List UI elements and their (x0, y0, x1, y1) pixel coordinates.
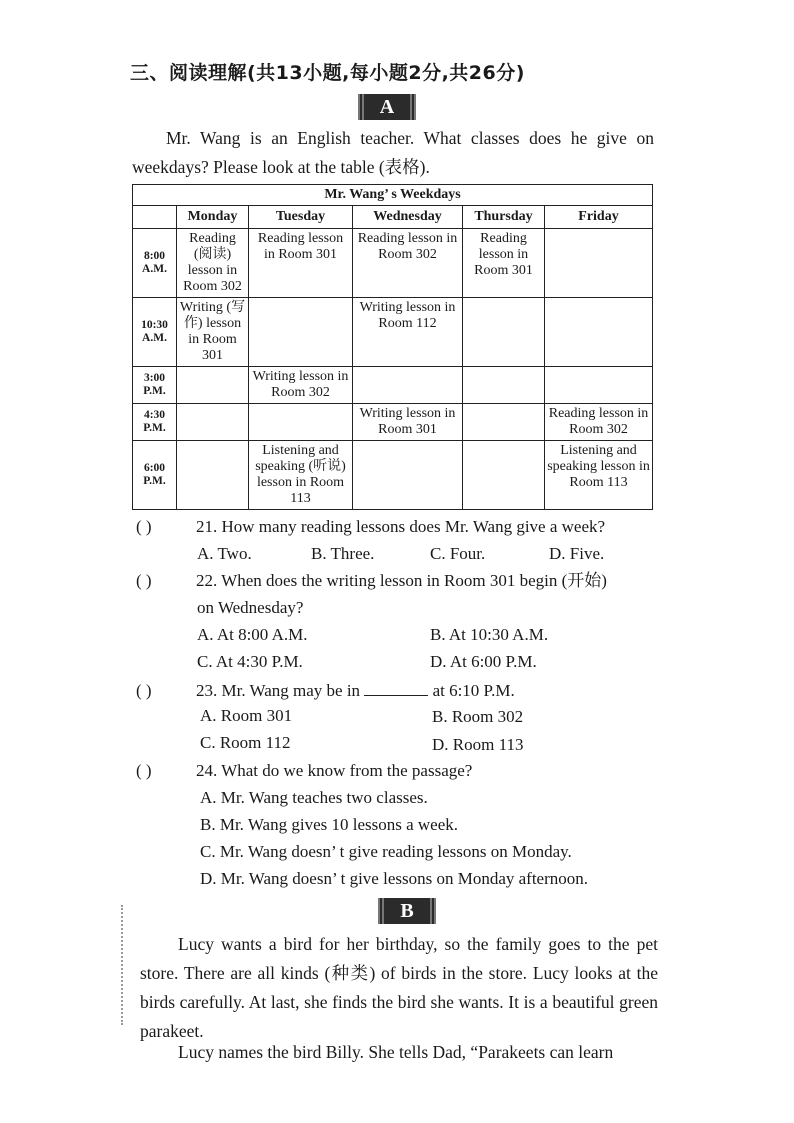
question-number: 22. (196, 571, 218, 590)
schedule-cell (249, 298, 353, 367)
time-cell: 4:30 P.M. (133, 404, 177, 441)
option: D. At 6:00 P.M. (430, 652, 537, 671)
schedule-cell: Reading lesson in Room 302 (353, 229, 463, 298)
option: D. Five. (549, 544, 605, 563)
answer-bracket[interactable]: ( ) (136, 571, 152, 590)
time-cell: 6:00 P.M. (133, 441, 177, 510)
option: A. Mr. Wang teaches two classes. (200, 788, 428, 807)
question-24 (136, 760, 472, 782)
schedule-cell (177, 367, 249, 404)
day-header: Friday (545, 206, 653, 229)
question-text: How many reading lessons does Mr. Wang give a week? (221, 517, 606, 536)
schedule-cell: Reading (阅读) lesson in Room 302 (177, 229, 249, 298)
binding-margin-dots (121, 905, 125, 1025)
schedule-cell (545, 298, 653, 367)
passage-b-badge: B (378, 898, 436, 924)
schedule-cell (249, 404, 353, 441)
option: C. At 4:30 P.M. (197, 652, 303, 671)
section-heading: 三、阅读理解(共13小题,每小题2分,共26分) (130, 62, 525, 84)
schedule-cell (463, 298, 545, 367)
schedule-cell (545, 367, 653, 404)
option: C. Mr. Wang doesn’ t give reading lessons on Monday. (200, 842, 572, 861)
passage-a-badge: A (358, 94, 416, 120)
option: C. Room 112 (200, 733, 291, 752)
schedule-cell (177, 404, 249, 441)
option: B. Three. (311, 544, 375, 563)
option: C. Four. (430, 544, 486, 563)
option: B. At 10:30 A.M. (430, 625, 549, 644)
option: B. Mr. Wang gives 10 lessons a week. (200, 815, 459, 834)
schedule-cell (463, 367, 545, 404)
question-23 (136, 679, 515, 702)
time-cell: 3:00 P.M. (133, 367, 177, 404)
schedule-cell: Listening and speaking lesson in Room 113 (545, 441, 653, 510)
question-text: at 6:10 P.M. (432, 681, 515, 700)
schedule-cell: Listening and speaking (听说) lesson in Room 113 (249, 441, 353, 510)
schedule-cell (353, 367, 463, 404)
schedule-cell (463, 441, 545, 510)
option: A. Two. (197, 544, 252, 563)
question-text: Mr. Wang may be in (221, 681, 361, 700)
table-title: Mr. Wang’ s Weekdays (133, 185, 653, 206)
day-header: Monday (177, 206, 249, 229)
passage-b-paragraph-2: Lucy names the bird Billy. She tells Dad, “Parakeets can learn (178, 1042, 614, 1062)
option: D. Mr. Wang doesn’ t give lessons on Monday afternoon. (200, 869, 589, 888)
schedule-cell: Reading lesson in Room 302 (545, 404, 653, 441)
corner-cell (133, 206, 177, 229)
option: B. Room 302 (432, 707, 524, 726)
schedule-cell (545, 229, 653, 298)
answer-bracket[interactable]: ( ) (136, 681, 152, 700)
question-number: 23. (196, 681, 218, 700)
schedule-cell: Writing lesson in Room 302 (249, 367, 353, 404)
day-header: Wednesday (353, 206, 463, 229)
schedule-cell: Reading lesson in Room 301 (249, 229, 353, 298)
question-text: What do we know from the passage? (221, 761, 473, 780)
schedule-table (132, 184, 653, 510)
schedule-cell (177, 441, 249, 510)
time-cell: 10:30 A.M. (133, 298, 177, 367)
answer-bracket[interactable]: ( ) (136, 517, 152, 536)
schedule-cell (353, 441, 463, 510)
time-cell: 8:00 A.M. (133, 229, 177, 298)
question-number: 21. (196, 517, 218, 536)
answer-bracket[interactable]: ( ) (136, 761, 152, 780)
schedule-cell: Reading lesson in Room 301 (463, 229, 545, 298)
question-text: When does the writing lesson in Room 301 begin (开始) (221, 571, 607, 590)
question-22 (136, 570, 607, 592)
schedule-cell: Writing lesson in Room 112 (353, 298, 463, 367)
question-text-continued: on Wednesday? (197, 598, 304, 617)
option: D. Room 113 (432, 735, 524, 754)
option: A. At 8:00 A.M. (197, 625, 308, 644)
question-21 (136, 516, 605, 538)
schedule-cell (463, 404, 545, 441)
passage-b-paragraph-1: Lucy wants a bird for her birthday, so the family goes to the pet store. There are all kinds (种类) of birds in the store. Lucy looks at the birds carefully. At last, she finds the bird she wants. It is a beautiful green parakeet. (140, 934, 658, 1041)
day-header: Tuesday (249, 206, 353, 229)
passage-a-intro: Mr. Wang is an English teacher. What classes does he give on weekdays? Please look at the table (表格). (132, 128, 654, 177)
fill-blank[interactable] (364, 679, 428, 696)
schedule-cell: Writing lesson in Room 301 (353, 404, 463, 441)
schedule-cell: Writing (写作) lesson in Room 301 (177, 298, 249, 367)
option: A. Room 301 (200, 706, 293, 725)
question-number: 24. (196, 761, 218, 780)
day-header: Thursday (463, 206, 545, 229)
